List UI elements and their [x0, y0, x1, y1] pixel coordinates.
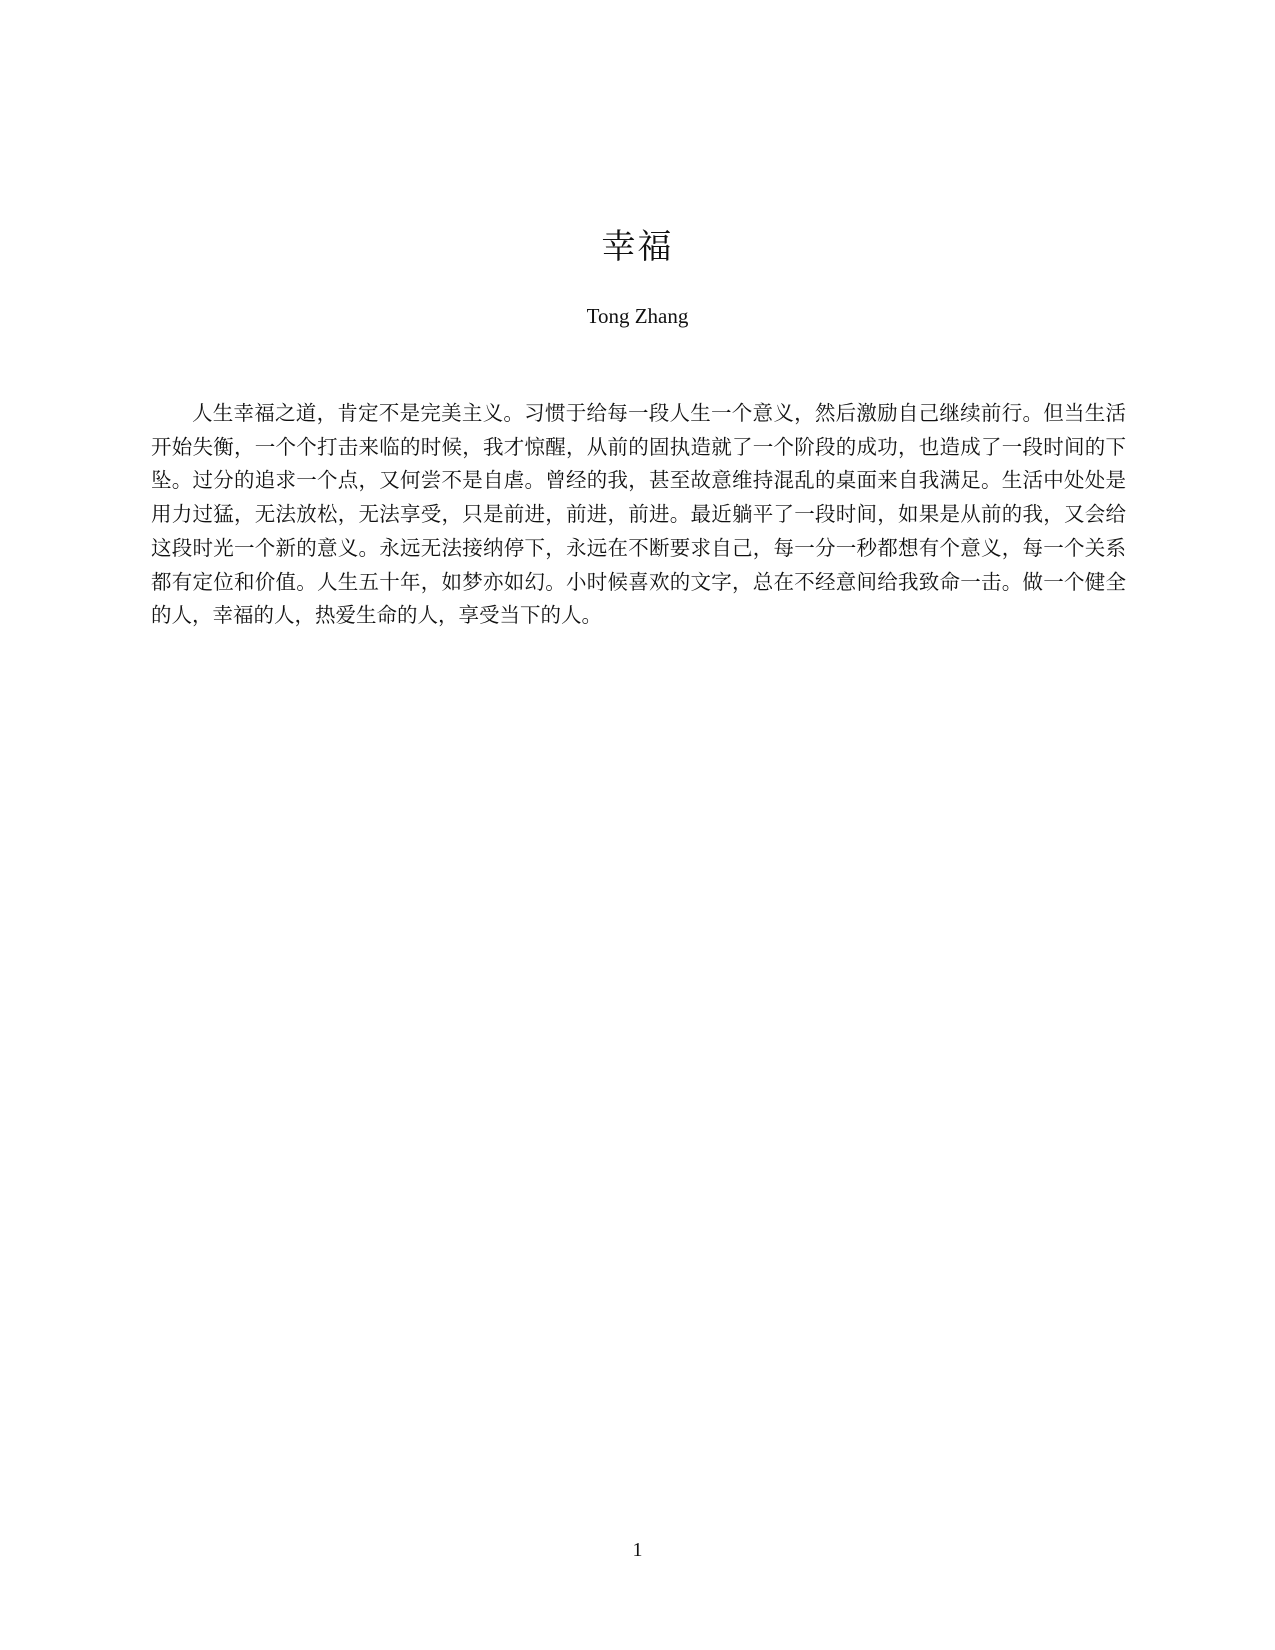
document-author: Tong Zhang: [586, 304, 689, 328]
body-paragraph: 人生幸福之道，肯定不是完美主义。习惯于给每一段人生一个意义，然后激励自己继续前行。但当生活开始失衡，一个个打击来临的时候，我才惊醒，从前的固执造就了一个阶段的成功，也造成了一段时间的下坠。过分的追求一个点，又何尝不是自虐。曾经的我，甚至故意维持混乱的桌面来自我满足。生活中处处是用力过猛，无法放松，无法享受，只是前进，前进，前进。最近躺平了一段时间，如果是从前的我，又会给这段时光一个新的意义。永远无法接纳停下，永远在不断要求自己，每一分一秒都想有个意义，每一个关系都有定位和价值。人生五十年，如梦亦如幻。小时候喜欢的文字，总在不经意间给我致命一击。做一个健全的人，幸福的人，热爱生命的人，享受当下的人。: [151, 401, 1126, 628]
page-number: 1: [632, 1539, 643, 1561]
document-title: 幸福: [601, 227, 674, 267]
